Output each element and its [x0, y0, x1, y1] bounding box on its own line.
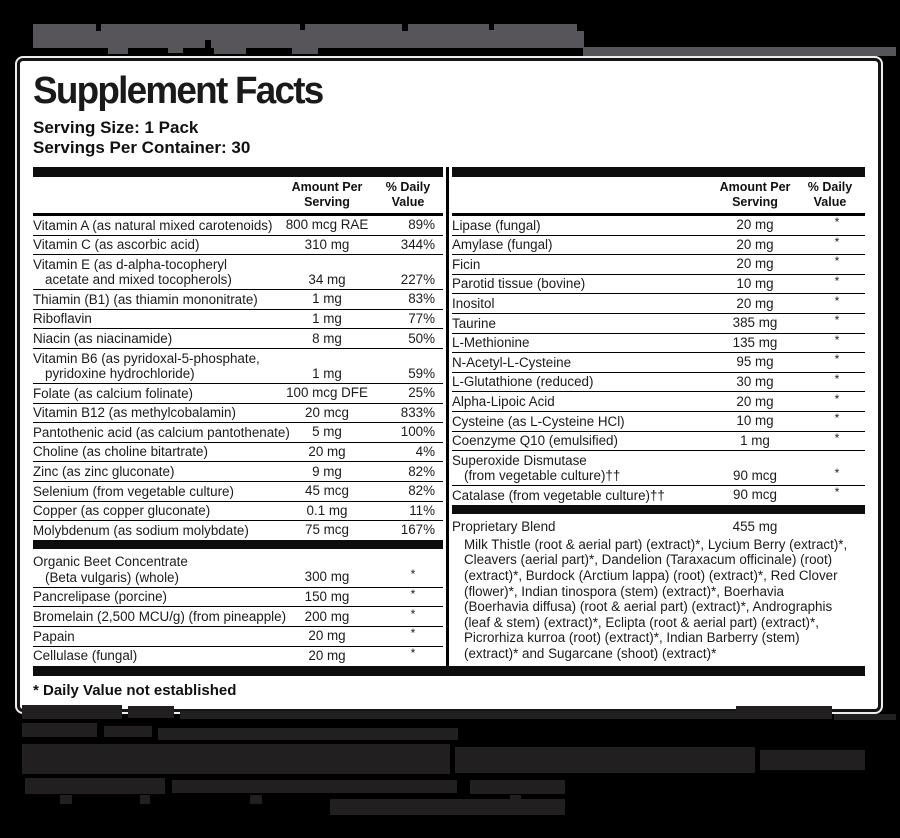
daily-value: *	[834, 332, 840, 347]
nutrient-name: Ficin	[452, 256, 481, 272]
daily-value: *	[834, 465, 840, 480]
daily-value: *	[834, 234, 840, 249]
daily-value: 50%	[408, 330, 435, 346]
serving-size: Serving Size: 1 Pack	[33, 118, 199, 137]
amount-per-serving-value: 300 mg	[304, 569, 350, 585]
table-row	[33, 310, 443, 330]
daily-value: 83%	[408, 291, 435, 307]
section-rule-right	[452, 505, 865, 514]
top-rule-left	[33, 167, 443, 177]
nutrient-name: Riboflavin	[33, 311, 92, 327]
amount-per-serving-value: 385 mg	[732, 315, 778, 331]
amount-per-serving-value: 0.1 mg	[306, 502, 348, 518]
daily-value: *	[834, 273, 840, 288]
nutrient-name: Alpha-Lipoic Acid	[452, 393, 555, 409]
daily-value: 344%	[400, 236, 435, 252]
section-rule-left	[33, 540, 443, 549]
amount-per-serving-header: Amount Per Serving	[291, 180, 363, 209]
daily-value: *	[834, 293, 840, 308]
table-row	[33, 423, 443, 443]
daily-value: *	[834, 254, 840, 269]
nutrient-name: L-Glutathione (reduced)	[452, 374, 594, 390]
daily-value: *	[834, 313, 840, 328]
nutrient-name: Catalase (from vegetable culture)††	[452, 487, 665, 503]
table-row	[33, 329, 443, 349]
nutrient-name: Cysteine (as L-Cysteine HCl)	[452, 413, 625, 429]
amount-per-serving-value: 100 mcg DFE	[286, 385, 368, 401]
daily-value: *	[834, 391, 840, 406]
daily-value: *	[410, 626, 416, 641]
daily-value: *	[410, 567, 416, 582]
table-row	[33, 502, 443, 522]
daily-value: 25%	[408, 385, 435, 401]
amount-per-serving-value: 10 mg	[736, 275, 774, 291]
nutrient-name: Bromelain (2,500 MCU/g) (from pineapple)	[33, 608, 287, 624]
table-row	[452, 412, 865, 432]
left-table-header	[33, 177, 443, 216]
table-row	[33, 216, 443, 236]
daily-value: 59%	[408, 365, 435, 381]
amount-per-serving-value: 20 mg	[736, 256, 774, 272]
amount-per-serving-value: 20 mg	[736, 217, 774, 233]
table-row	[452, 255, 865, 275]
nutrient-name: Niacin (as niacinamide)	[33, 330, 173, 346]
amount-per-serving-value: 150 mg	[304, 588, 350, 604]
table-row	[33, 482, 443, 502]
left-table-enzymes-rows	[33, 549, 443, 665]
table-row	[33, 647, 443, 666]
amount-per-serving-value: 8 mg	[312, 330, 342, 346]
daily-value: *	[410, 586, 416, 601]
left-table-vitamins-rows	[33, 216, 443, 540]
table-row	[452, 275, 865, 295]
nutrient-name: N-Acetyl-L-Cysteine	[452, 354, 572, 370]
daily-value: 82%	[408, 463, 435, 479]
amount-per-serving-value: 1 mg	[312, 310, 342, 326]
daily-value-footnote: * Daily Value not established	[33, 682, 237, 700]
table-row	[33, 462, 443, 482]
right-table-header	[452, 177, 865, 216]
amount-per-serving-value: 20 mg	[308, 628, 346, 644]
nutrient-name: Parotid tissue (bovine)	[452, 276, 586, 292]
amount-per-serving-value: 1 mg	[312, 365, 342, 381]
table-row	[33, 236, 443, 256]
table-row	[452, 334, 865, 354]
amount-per-serving-value: 20 mg	[308, 647, 346, 663]
supplement-facts-panel	[17, 58, 881, 712]
nutrient-name: Zinc (as zinc gluconate)	[33, 463, 175, 479]
table-row	[33, 384, 443, 404]
nutrient-name-line2: (from vegetable culture)††	[464, 468, 621, 484]
amount-per-serving-value: 90 mcg	[733, 487, 777, 503]
nutrient-name: Coenzyme Q10 (emulsified)	[452, 433, 618, 449]
table-row	[33, 588, 443, 608]
nutrient-name: Amylase (fungal)	[452, 237, 553, 253]
daily-value: 227%	[400, 271, 435, 287]
amount-per-serving-value: 34 mg	[308, 271, 346, 287]
column-divider	[443, 167, 452, 666]
daily-value: 77%	[408, 310, 435, 326]
amount-per-serving-value: 75 mcg	[305, 522, 349, 538]
nutrient-name: Vitamin C (as ascorbic acid)	[33, 237, 200, 253]
table-row	[452, 216, 865, 236]
blend-amount: 455 mg	[732, 518, 778, 534]
amount-per-serving-value: 5 mg	[312, 424, 342, 440]
blend-ingredients: Milk Thistle (root & aerial part) (extract)*, Lycium Berry (extract)*, Cleavers (aerial part)*, Dandelion (Taraxacum officinale) (root) (extract)*, Burdock (Arctium lappa) (root) (extract)*, Red Clover (flower)*, Indian tinospora (stem) (extract)*, Boerhavia (Boerhavia diffusa) (root & aerial part) (extract)*, Andrographis (leaf & stem) (extract)*, Eclipta (root & aerial part) (extract)*, Picrorhiza kurroa (root) (extract)*, Indian Barberry (stem) (extract)* and Sugarcane (shoot) (extract)*	[464, 536, 848, 661]
amount-per-serving-value: 310 mg	[304, 236, 350, 252]
nutrient-name: Molybdenum (as sodium molybdate)	[33, 522, 249, 538]
table-row	[452, 432, 865, 452]
table-row	[33, 553, 443, 588]
nutrient-name: Copper (as copper gluconate)	[33, 503, 211, 519]
left-table	[33, 167, 443, 666]
percent-daily-value-header: % Daily Value	[807, 180, 853, 209]
amount-per-serving-value: 9 mg	[312, 463, 342, 479]
daily-value: 100%	[400, 424, 435, 440]
daily-value: *	[834, 352, 840, 367]
nutrient-name: Vitamin E (as d-alpha-tocopheryl acetate and mixed tocopherols)	[33, 257, 443, 288]
table-row	[452, 236, 865, 256]
nutrient-name: L-Methionine	[452, 335, 530, 351]
proprietary-blend-row	[452, 518, 865, 537]
nutrient-tables	[33, 167, 865, 666]
amount-per-serving-value: 20 mg	[308, 443, 346, 459]
table-row	[452, 451, 865, 486]
daily-value: 82%	[408, 483, 435, 499]
nutrient-name: Vitamin B12 (as methylcobalamin)	[33, 405, 236, 421]
nutrient-name: Cellulase (fungal)	[33, 648, 138, 664]
table-row	[452, 353, 865, 373]
amount-per-serving-value: 1 mg	[740, 432, 770, 448]
daily-value: 11%	[409, 502, 435, 518]
right-table	[452, 167, 865, 666]
nutrient-name: Superoxide Dismutase (from vegetable culture)††	[452, 453, 865, 484]
bottom-rule	[33, 666, 865, 676]
servings-per-container: Servings Per Container: 30	[33, 138, 251, 157]
daily-value: *	[834, 485, 840, 500]
nutrient-name: Lipase (fungal)	[452, 217, 541, 233]
daily-value: 89%	[408, 217, 435, 233]
amount-per-serving-value: 20 mg	[736, 236, 774, 252]
daily-value: 4%	[415, 443, 435, 459]
amount-per-serving-value: 20 mg	[736, 295, 774, 311]
daily-value: *	[834, 215, 840, 230]
table-row	[33, 290, 443, 310]
nutrient-name: Thiamin (B1) (as thiamin mononitrate)	[33, 291, 258, 307]
nutrient-name: Pantothenic acid (as calcium pantothenate)	[33, 424, 290, 440]
nutrient-name: Folate (as calcium folinate)	[33, 385, 194, 401]
amount-per-serving-value: 200 mg	[304, 608, 350, 624]
nutrient-name: Vitamin B6 (as pyridoxal-5-phosphate, pyridoxine hydrochloride)	[33, 351, 443, 382]
table-row	[33, 404, 443, 424]
daily-value: *	[834, 371, 840, 386]
nutrient-name: Taurine	[452, 315, 496, 331]
nutrient-name: Selenium (from vegetable culture)	[33, 483, 234, 499]
blend-name: Proprietary Blend	[452, 518, 556, 534]
nutrient-name: Vitamin A (as natural mixed carotenoids)	[33, 217, 273, 233]
nutrient-name: Pancrelipase (porcine)	[33, 589, 167, 605]
right-table-rows	[452, 216, 865, 505]
nutrient-name-line2: acetate and mixed tocopherols)	[45, 272, 232, 288]
proprietary-blend	[452, 514, 865, 667]
amount-per-serving-value: 10 mg	[736, 413, 774, 429]
amount-per-serving-header: Amount Per Serving	[719, 180, 791, 209]
amount-per-serving-value: 90 mcg	[733, 467, 777, 483]
table-row	[452, 486, 865, 505]
table-row	[452, 314, 865, 334]
amount-per-serving-value: 45 mcg	[305, 483, 349, 499]
amount-per-serving-value: 95 mg	[736, 354, 774, 370]
percent-daily-value-header: % Daily Value	[385, 180, 431, 209]
amount-per-serving-value: 800 mcg RAE	[285, 217, 369, 233]
nutrient-name: Organic Beet Concentrate (Beta vulgaris) (whole)	[33, 554, 443, 585]
nutrient-name-line2: pyridoxine hydrochloride)	[45, 365, 195, 381]
daily-value: *	[834, 411, 840, 426]
table-row	[33, 521, 443, 540]
table-row	[33, 255, 443, 290]
table-row	[33, 627, 443, 647]
amount-per-serving-value: 135 mg	[732, 334, 778, 350]
table-row	[33, 607, 443, 627]
table-row	[452, 373, 865, 393]
nutrient-name: Choline (as choline bitartrate)	[33, 444, 208, 460]
amount-per-serving-value: 20 mcg	[305, 404, 349, 420]
nutrient-name: Papain	[33, 628, 75, 644]
panel-title: Supplement Facts	[33, 70, 323, 112]
daily-value: *	[834, 430, 840, 445]
nutrient-name: Inositol	[452, 295, 495, 311]
table-row	[452, 294, 865, 314]
daily-value: 167%	[400, 522, 435, 538]
daily-value: 833%	[400, 404, 435, 420]
table-row	[33, 443, 443, 463]
nutrient-name-line2: (Beta vulgaris) (whole)	[45, 569, 179, 585]
table-row	[33, 349, 443, 384]
daily-value: *	[410, 606, 416, 621]
amount-per-serving-value: 1 mg	[312, 291, 342, 307]
daily-value: *	[410, 645, 416, 660]
amount-per-serving-value: 20 mg	[736, 393, 774, 409]
table-row	[452, 392, 865, 412]
top-rule-right	[452, 167, 865, 177]
amount-per-serving-value: 30 mg	[736, 373, 774, 389]
